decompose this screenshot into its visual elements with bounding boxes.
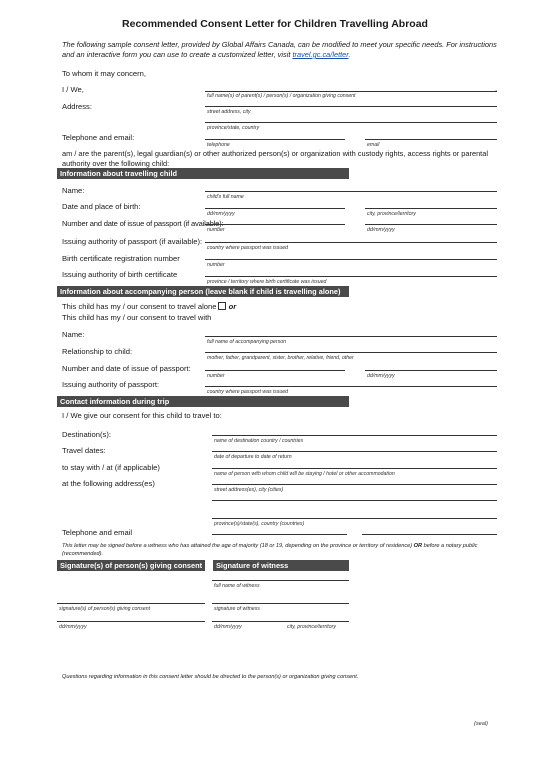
or-text: or	[228, 302, 237, 311]
hint-trip-province: province(s)/state(s), country (countries)	[214, 521, 305, 527]
person-passport-authority-label: Issuing authority of passport:	[62, 380, 160, 389]
consenter-name-line[interactable]	[205, 91, 497, 92]
witness-date-line[interactable]	[212, 621, 349, 622]
consenter-email-line[interactable]	[365, 139, 497, 140]
letter-link[interactable]: travel.gc.ca/letter	[292, 50, 349, 59]
section-heading-signature-consent: Signature(s) of person(s) giving consent	[57, 560, 205, 571]
relationship-line[interactable]	[205, 352, 497, 353]
hint-phone: telephone	[207, 142, 230, 148]
hint-date-consent: dd/mm/yyyy	[59, 624, 87, 630]
hint-sig-witness: signature of witness	[214, 606, 260, 612]
intro-text: The following sample consent letter, provided by Global Affairs Canada, can be modified to meet your specific needs. For instructions and an interactive form you can use to create a customized letter, visit	[62, 40, 497, 59]
consenter-label: I / We,	[62, 85, 84, 94]
stay-with-line[interactable]	[212, 468, 497, 469]
phone-label: Telephone and email:	[62, 133, 135, 142]
travel-alone-row	[62, 302, 236, 311]
hint-sig-consent: signature(s) of person(s) giving consent	[59, 606, 151, 612]
custody-statement: am / are the parent(s), legal guardian(s) or other authorized person(s) or organization with custody rights, access rights or parental authority over the following child:	[62, 149, 488, 168]
hint-place-witness: city, province/territory	[287, 624, 336, 630]
section-heading-signature-witness: Signature of witness	[213, 560, 349, 571]
child-passport-label: Number and date of issue of passport (if available):	[62, 219, 224, 228]
person-name-label: Name:	[62, 330, 85, 339]
hint-bc-number: number	[207, 262, 225, 268]
trip-street-line-2[interactable]	[212, 500, 497, 501]
intro-tail: .	[348, 50, 351, 59]
witness-note	[62, 542, 502, 558]
person-passport-authority-line[interactable]	[205, 386, 497, 387]
consenter-street-line[interactable]	[205, 106, 497, 107]
person-passport-label: Number and date of issue of passport:	[62, 364, 191, 373]
trip-province-line[interactable]	[212, 518, 497, 519]
intro-paragraph	[62, 40, 502, 60]
travel-alone-checkbox[interactable]	[218, 302, 226, 310]
address-label: Address:	[62, 102, 92, 111]
consent-signature-line[interactable]	[57, 603, 205, 604]
seal-label: (seal)	[474, 721, 488, 727]
section-heading-accompanying: Information about accompanying person (leave blank if child is travelling alone)	[57, 286, 349, 297]
relationship-label: Relationship to child:	[62, 347, 133, 356]
person-name-line[interactable]	[205, 336, 497, 337]
trip-address-label: at the following address(es)	[62, 479, 155, 488]
hint-relationship: mother, father, grandparent, sister, brother, relative, friend, other	[207, 355, 354, 361]
hint-child-name: child's full name	[207, 194, 244, 200]
child-dob-line[interactable]	[205, 208, 345, 209]
stay-with-label: to stay with / at (if applicable)	[62, 463, 160, 472]
witness-name-line[interactable]	[212, 580, 349, 581]
hint-date-witness: dd/mm/yyyy	[214, 624, 242, 630]
hint-child-place: city, province/territory	[367, 211, 416, 217]
child-dob-label: Date and place of birth:	[62, 202, 141, 211]
greeting: To whom it may concern,	[62, 69, 146, 78]
travel-alone-text: This child has my / our consent to travel alone	[62, 302, 217, 311]
consenter-province-line[interactable]	[205, 122, 497, 123]
hint-child-dob: dd/mm/yyyy	[207, 211, 235, 217]
hint-trip-street: street address(es), city (cities)	[214, 487, 284, 493]
hint-child-passport-number: number	[207, 227, 225, 233]
trip-consent-text: I / We give our consent for this child to travel to:	[62, 411, 222, 420]
travel-dates-label: Travel dates:	[62, 446, 106, 455]
hint-child-passport-date: dd/mm/yyyy	[367, 227, 395, 233]
page-title: Recommended Consent Letter for Children Travelling Abroad	[122, 18, 428, 30]
hint-child-passport-country: country where passport was issued	[207, 245, 289, 251]
birth-certificate-label: Birth certificate registration number	[62, 254, 180, 263]
footer-note: Questions regarding information in this consent letter should be directed to the person(s) or organization giving consent.	[62, 674, 359, 680]
child-passport-authority-line[interactable]	[205, 242, 497, 243]
trip-email-line[interactable]	[362, 534, 497, 535]
child-place-line[interactable]	[365, 208, 497, 209]
witness-note-a: This letter may be signed before a witness who has attained the age of majority (18 or 19, depending on the province or territory of residence)	[62, 543, 414, 549]
consenter-end: ,	[495, 84, 498, 93]
hint-person-passport-country: country where passport was issued	[207, 389, 289, 395]
section-heading-child: Information about travelling child	[57, 168, 349, 179]
hint-consenter-name: full name(s) of parent(s) / person(s) / organization giving consent	[207, 93, 356, 99]
birth-certificate-authority-label: Issuing authority of birth certificate	[62, 270, 178, 279]
child-name-line[interactable]	[205, 191, 497, 192]
hint-street: street address, city	[207, 109, 251, 115]
hint-stay-with: name of person with whom child will be staying / hotel or other accommodation	[214, 471, 395, 477]
hint-witness-name: full name of witness	[214, 583, 260, 589]
hint-travel-dates: date of departure to date of return	[214, 454, 292, 460]
child-passport-number-line[interactable]	[205, 224, 345, 225]
consent-date-line[interactable]	[57, 621, 205, 622]
travel-dates-line[interactable]	[212, 451, 497, 452]
trip-phone-label: Telephone and email	[62, 528, 133, 537]
hint-province: province/state, country	[207, 125, 260, 131]
birth-certificate-authority-line[interactable]	[205, 276, 497, 277]
witness-note-or: OR	[413, 543, 423, 549]
hint-person-passport-number: number	[207, 373, 225, 379]
witness-signature-line[interactable]	[212, 603, 349, 604]
witness-note-b: before a notary public (recommended).	[62, 543, 478, 557]
person-passport-date-line[interactable]	[365, 370, 497, 371]
birth-certificate-number-line[interactable]	[205, 259, 497, 260]
person-passport-number-line[interactable]	[205, 370, 345, 371]
trip-street-line[interactable]	[212, 484, 497, 485]
trip-phone-line[interactable]	[212, 534, 347, 535]
hint-person-passport-date: dd/mm/yyyy	[367, 373, 395, 379]
destination-line[interactable]	[212, 435, 497, 436]
section-heading-trip: Contact information during trip	[57, 396, 349, 407]
hint-person-name: full name of accompanying person	[207, 339, 287, 345]
hint-bc-province: province / territory where birth certificate was issued	[207, 279, 327, 285]
child-passport-authority-label: Issuing authority of passport (if available):	[62, 237, 203, 246]
hint-destination: name of destination country / countries	[214, 438, 304, 444]
hint-email: email	[367, 142, 380, 148]
child-name-label: Name:	[62, 186, 85, 195]
travel-with-text: This child has my / our consent to travel with	[62, 313, 212, 322]
child-passport-date-line[interactable]	[365, 224, 497, 225]
destination-label: Destination(s):	[62, 430, 111, 439]
consenter-phone-line[interactable]	[205, 139, 345, 140]
